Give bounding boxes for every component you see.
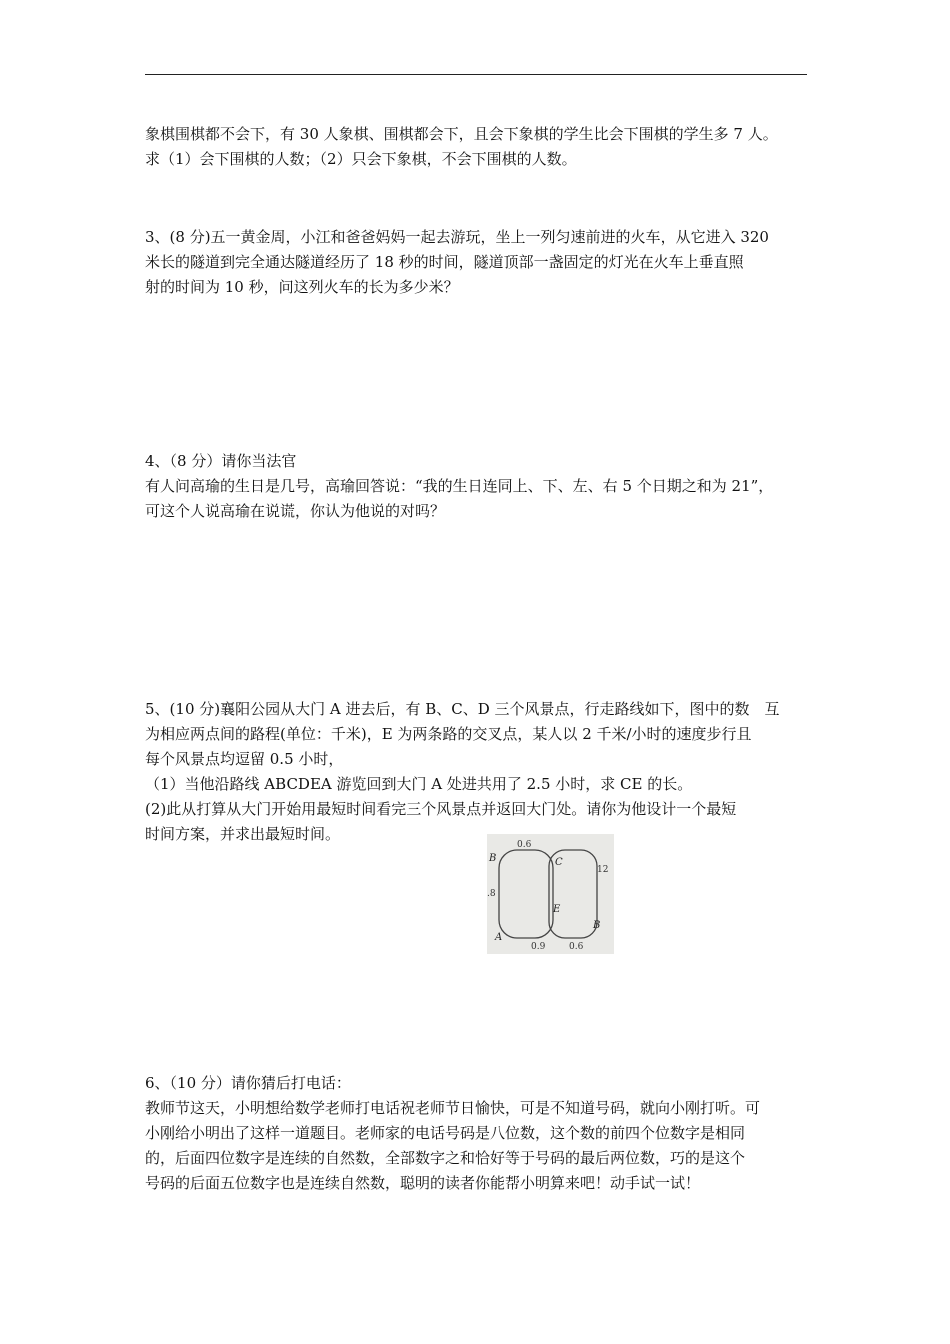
question-6 (145, 1071, 817, 1196)
text-line: 6、（10 分）请你猜后打电话： (145, 1074, 351, 1092)
header-rule (145, 74, 807, 75)
label-left: .8 (487, 889, 496, 899)
text-line: 5、(10 分)襄阳公园从大门 A 进去后，有 B、C、D 三个风景点，行走路线如下，图中的数 互 (145, 700, 780, 718)
text-line: 求（1）会下围棋的人数；（2）只会下象棋，不会下围棋的人数。 (145, 150, 577, 168)
text-line: 射的时间为 10 秒，问这列火车的长为多少米？ (145, 278, 459, 296)
text-line: 4、（8 分）请你当法官 (145, 452, 297, 470)
park-route-diagram (487, 834, 614, 954)
text-line: 可这个人说高瑜在说谎，你认为他说的对吗？ (145, 502, 446, 520)
point-d: B (593, 920, 601, 931)
text-line: (2)此从打算从大门开始用最短时间看完三个风景点并返回大门处。请你为他设计一个最短 (145, 800, 737, 818)
text-line: 每个风景点均逗留 0.5 小时， (145, 750, 344, 768)
text-line: 号码的后面五位数字也是连续自然数，聪明的读者你能帮小明算来吧！动手试一试！ (145, 1174, 701, 1192)
text-line: 象棋围棋都不会下，有 30 人象棋、围棋都会下，且会下象棋的学生比会下围棋的学生多 7 人。 (145, 125, 778, 143)
point-e: E (553, 904, 561, 915)
question-3 (145, 225, 817, 300)
text-line: 为相应两点间的路程(单位：千米)，E 为两条路的交叉点，某人以 2 千米/小时的速度步行且 (145, 725, 752, 743)
label-bottom-left: 0.9 (531, 942, 546, 952)
label-bottom-right: 0.6 (569, 942, 584, 952)
question-5 (145, 697, 817, 847)
question-2-tail (145, 122, 817, 172)
question-4 (145, 449, 817, 524)
left-loop-path (499, 850, 553, 938)
park-route-figure (487, 834, 614, 954)
text-line: 3、(8 分)五一黄金周，小江和爸爸妈妈一起去游玩，坐上一列匀速前进的火车，从它进入 320 (145, 228, 769, 246)
label-top: 0.6 (517, 840, 532, 850)
text-line: 有人问高瑜的生日是几号，高瑜回答说：“我的生日连同上、下、左、右 5 个日期之和为 21”， (145, 477, 774, 495)
text-line: 米长的隧道到完全通达隧道经历了 18 秒的时间，隧道顶部一盏固定的灯光在火车上垂直照 (145, 253, 744, 271)
label-right: 12 (597, 865, 609, 875)
text-line: 的，后面四位数字是连续的自然数，全部数字之和恰好等于号码的最后两位数，巧的是这个 (145, 1149, 746, 1167)
point-b: B (489, 853, 497, 864)
point-a: A (495, 932, 503, 943)
point-c: C (555, 857, 563, 868)
text-line: 小刚给小明出了这样一道题目。老师家的电话号码是八位数，这个数的前四个位数字是相同 (145, 1124, 746, 1142)
text-line: 时间方案，并求出最短时间。 (145, 825, 341, 843)
text-line: （1）当他沿路线 ABCDEA 游览回到大门 A 处进共用了 2.5 小时，求 CE 的长。 (145, 775, 693, 793)
text-line: 教师节这天，小明想给数学老师打电话祝老师节日愉快，可是不知道号码，就向小刚打听。可 (145, 1099, 761, 1117)
